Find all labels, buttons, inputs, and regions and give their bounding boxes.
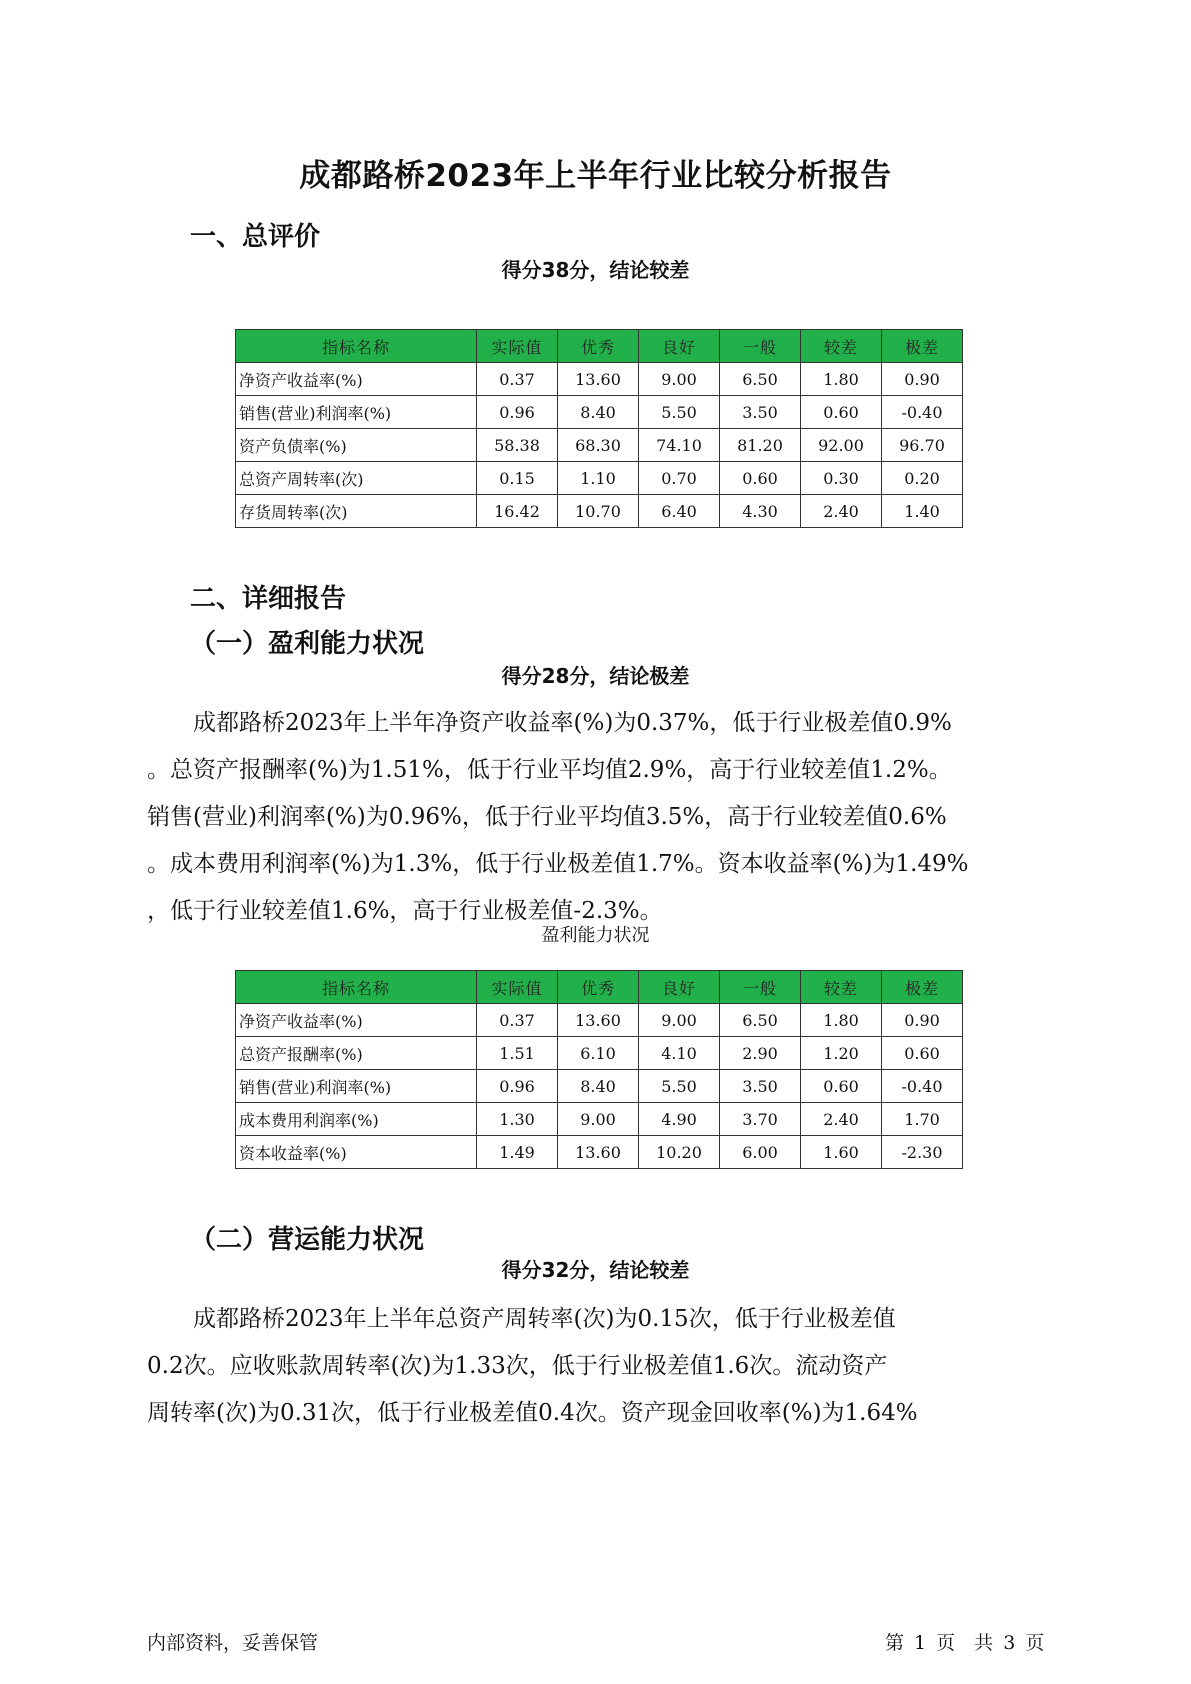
paragraph-line: ，低于行业较差值1.6%，高于行业极差值-2.3%。 (147, 898, 663, 924)
value-cell: 2.40 (801, 1103, 882, 1136)
value-cell: 4.30 (720, 495, 801, 528)
value-cell: 81.20 (720, 429, 801, 462)
section1-score: 得分38分，结论较差 (501, 258, 690, 282)
table-header-row (236, 971, 963, 1004)
indicator-name-cell: 净资产收益率(%) (236, 363, 477, 396)
table-row (236, 396, 963, 429)
value-cell: 6.40 (639, 495, 720, 528)
value-cell: 1.80 (801, 363, 882, 396)
table-row (236, 429, 963, 462)
value-cell: 0.90 (882, 363, 963, 396)
sub1-paragraph (147, 700, 1052, 935)
sub2-paragraph (147, 1296, 1052, 1437)
value-cell: 74.10 (639, 429, 720, 462)
column-header: 良好 (639, 971, 720, 1004)
sub1-heading: （一）盈利能力状况 (190, 629, 425, 659)
value-cell: 6.00 (720, 1136, 801, 1169)
column-header: 一般 (720, 330, 801, 363)
value-cell: 0.60 (801, 396, 882, 429)
paragraph-line: 周转率(次)为0.31次，低于行业极差值0.4次。资产现金回收率(%)为1.64% (147, 1400, 918, 1426)
value-cell: 0.70 (639, 462, 720, 495)
column-header: 良好 (639, 330, 720, 363)
value-cell: 8.40 (558, 1070, 639, 1103)
table-row (236, 495, 963, 528)
value-cell: 13.60 (558, 1136, 639, 1169)
sub1-score: 得分28分，结论极差 (501, 664, 690, 688)
value-cell: 68.30 (558, 429, 639, 462)
value-cell: 4.10 (639, 1037, 720, 1070)
sub1-table-caption: 盈利能力状况 (541, 925, 650, 946)
value-cell: 0.60 (882, 1037, 963, 1070)
value-cell: 13.60 (558, 1004, 639, 1037)
column-header: 较差 (801, 971, 882, 1004)
value-cell: 0.20 (882, 462, 963, 495)
value-cell: 0.37 (477, 363, 558, 396)
table-row (236, 1070, 963, 1103)
value-cell: 92.00 (801, 429, 882, 462)
value-cell: 9.00 (639, 363, 720, 396)
value-cell: 6.10 (558, 1037, 639, 1070)
value-cell: -2.30 (882, 1136, 963, 1169)
value-cell: 96.70 (882, 429, 963, 462)
value-cell: 1.70 (882, 1103, 963, 1136)
value-cell: 1.40 (882, 495, 963, 528)
value-cell: 0.15 (477, 462, 558, 495)
footer-page-number: 第 1 页 共 3 页 (885, 1632, 1045, 1654)
column-header: 指标名称 (236, 971, 477, 1004)
value-cell: 3.50 (720, 396, 801, 429)
value-cell: 1.20 (801, 1037, 882, 1070)
value-cell: 1.10 (558, 462, 639, 495)
table-row (236, 462, 963, 495)
footer-confidential: 内部资料，妥善保管 (147, 1632, 319, 1654)
value-cell: 0.96 (477, 396, 558, 429)
value-cell: 6.50 (720, 363, 801, 396)
value-cell: 3.70 (720, 1103, 801, 1136)
value-cell: 1.60 (801, 1136, 882, 1169)
table-row (236, 1037, 963, 1070)
paragraph-line: 。总资产报酬率(%)为1.51%，低于行业平均值2.9%，高于行业较差值1.2%。 (147, 757, 952, 783)
table-row (236, 1103, 963, 1136)
indicator-name-cell: 成本费用利润率(%) (236, 1103, 477, 1136)
value-cell: 1.30 (477, 1103, 558, 1136)
paragraph-line: 销售(营业)利润率(%)为0.96%，低于行业平均值3.5%，高于行业较差值0.6% (147, 804, 947, 830)
indicator-name-cell: 总资产报酬率(%) (236, 1037, 477, 1070)
value-cell: 10.70 (558, 495, 639, 528)
sub2-score: 得分32分，结论较差 (501, 1258, 690, 1282)
indicator-name-cell: 存货周转率(次) (236, 495, 477, 528)
report-title: 成都路桥2023年上半年行业比较分析报告 (299, 158, 892, 194)
section2-heading: 二、详细报告 (190, 584, 347, 614)
value-cell: 0.37 (477, 1004, 558, 1037)
column-header: 实际值 (477, 971, 558, 1004)
value-cell: 58.38 (477, 429, 558, 462)
value-cell: 9.00 (558, 1103, 639, 1136)
table-row (236, 1004, 963, 1037)
column-header: 较差 (801, 330, 882, 363)
value-cell: 16.42 (477, 495, 558, 528)
column-header: 极差 (882, 330, 963, 363)
indicator-name-cell: 销售(营业)利润率(%) (236, 1070, 477, 1103)
profitability-table (235, 970, 963, 1169)
indicator-name-cell: 资产负债率(%) (236, 429, 477, 462)
value-cell: 8.40 (558, 396, 639, 429)
paragraph-line: 0.2次。应收账款周转率(次)为1.33次，低于行业极差值1.6次。流动资产 (147, 1353, 888, 1379)
value-cell: 13.60 (558, 363, 639, 396)
value-cell: 0.60 (801, 1070, 882, 1103)
value-cell: 0.30 (801, 462, 882, 495)
value-cell: 1.80 (801, 1004, 882, 1037)
column-header: 指标名称 (236, 330, 477, 363)
indicator-name-cell: 总资产周转率(次) (236, 462, 477, 495)
value-cell: 0.90 (882, 1004, 963, 1037)
paragraph-line: 成都路桥2023年上半年总资产周转率(次)为0.15次，低于行业极差值 (147, 1306, 896, 1332)
column-header: 一般 (720, 971, 801, 1004)
value-cell: 5.50 (639, 1070, 720, 1103)
table-header-row (236, 330, 963, 363)
column-header: 优秀 (558, 330, 639, 363)
paragraph-line: 成都路桥2023年上半年净资产收益率(%)为0.37%，低于行业极差值0.9% (147, 710, 952, 736)
sub2-heading: （二）营运能力状况 (190, 1225, 425, 1255)
column-header: 优秀 (558, 971, 639, 1004)
section1-heading: 一、总评价 (190, 222, 321, 252)
value-cell: 4.90 (639, 1103, 720, 1136)
column-header: 实际值 (477, 330, 558, 363)
column-header: 极差 (882, 971, 963, 1004)
value-cell: 6.50 (720, 1004, 801, 1037)
value-cell: 2.90 (720, 1037, 801, 1070)
indicator-name-cell: 资本收益率(%) (236, 1136, 477, 1169)
table-row (236, 1136, 963, 1169)
value-cell: -0.40 (882, 1070, 963, 1103)
value-cell: -0.40 (882, 396, 963, 429)
value-cell: 10.20 (639, 1136, 720, 1169)
value-cell: 1.51 (477, 1037, 558, 1070)
indicator-name-cell: 净资产收益率(%) (236, 1004, 477, 1037)
value-cell: 1.49 (477, 1136, 558, 1169)
value-cell: 5.50 (639, 396, 720, 429)
value-cell: 2.40 (801, 495, 882, 528)
value-cell: 0.96 (477, 1070, 558, 1103)
indicator-name-cell: 销售(营业)利润率(%) (236, 396, 477, 429)
summary-table (235, 329, 963, 528)
value-cell: 9.00 (639, 1004, 720, 1037)
value-cell: 3.50 (720, 1070, 801, 1103)
table-row (236, 363, 963, 396)
value-cell: 0.60 (720, 462, 801, 495)
paragraph-line: 。成本费用利润率(%)为1.3%，低于行业极差值1.7%。资本收益率(%)为1.49% (147, 851, 969, 877)
